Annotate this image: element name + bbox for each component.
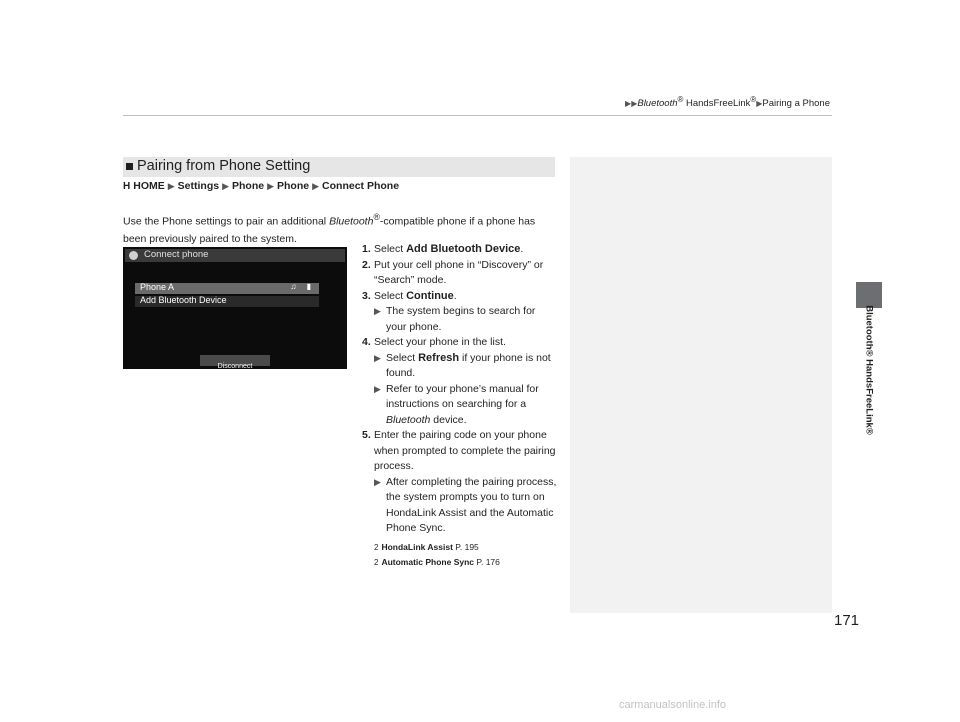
square-bullet-icon: [126, 163, 133, 170]
intro-bluetooth: Bluetooth: [329, 215, 374, 228]
path-connect-phone: Connect Phone: [322, 180, 400, 192]
intro-text-2: -compatible phone if a phone has been previously paired to the system.: [123, 215, 536, 245]
arrow-icon: ▶: [756, 99, 763, 109]
cross-references: [362, 540, 558, 570]
path-arrow-icon: ▶: [312, 181, 320, 191]
path-phone: Phone: [232, 180, 265, 192]
path-home: HOME: [133, 180, 165, 192]
step-list: [362, 242, 558, 570]
page-number: 171: [834, 612, 860, 629]
step-number: 3.: [362, 289, 371, 302]
row-label: Phone A: [140, 282, 175, 292]
header-rule: [123, 115, 832, 116]
sub-text: The system begins to search for your phone.: [386, 305, 536, 333]
sub-arrow-icon: ▶: [374, 476, 381, 487]
step-5-sub: [374, 475, 558, 537]
screen-row-phone-a: [135, 283, 319, 294]
reference-icon: 2: [374, 542, 379, 552]
home-icon: H: [123, 181, 131, 192]
notes-panel: [570, 157, 832, 613]
section-title: Pairing from Phone Setting: [137, 158, 311, 174]
path-phone-2: Phone: [277, 180, 310, 192]
step-text: Enter the pairing code on your phone when prompted to complete the pairing process.: [374, 429, 556, 472]
sub-arrow-icon: ▶: [374, 306, 381, 316]
row-label: Add Bluetooth Device: [140, 295, 227, 305]
step-text: Put your cell phone in “Discovery” or “Search” mode.: [374, 258, 544, 286]
breadcrumb-reg: ®: [677, 95, 684, 104]
sub-text: Select: [386, 351, 419, 364]
step-text: .: [520, 243, 524, 255]
ref-title: HondaLink Assist: [381, 541, 453, 552]
section-header: [123, 157, 555, 177]
breadcrumb-current: Pairing a Phone: [762, 98, 830, 110]
sub-text: device.: [430, 413, 467, 426]
step-number: 4.: [362, 336, 371, 348]
step-5: [362, 428, 558, 537]
screen-row-add-device: [135, 296, 319, 307]
breadcrumb: [625, 95, 830, 109]
ref-page: P. 176: [474, 556, 500, 567]
step-number: 2.: [362, 258, 371, 271]
sub-italic: Bluetooth: [386, 413, 431, 426]
path-settings: Settings: [177, 180, 220, 192]
step-4-sub-1: [374, 351, 558, 382]
ref-page: P. 195: [452, 541, 479, 552]
ui-label: Add Bluetooth Device: [406, 243, 521, 255]
breadcrumb-handsfreelink: HandsFreeLink: [683, 98, 751, 110]
step-text: .: [453, 289, 457, 302]
step-number: 5.: [362, 429, 371, 441]
chapter-side-label: Bluetooth® HandsFreeLink®: [863, 305, 875, 435]
step-1: [362, 242, 558, 258]
breadcrumb-reg-2: ®: [750, 95, 757, 104]
step-number: 1.: [362, 243, 371, 255]
step-4-sub-2: [374, 382, 558, 429]
path-arrow-icon: ▶: [267, 181, 275, 191]
back-icon: [129, 251, 138, 260]
watermark: carmanualsonline.info: [619, 699, 727, 711]
connect-phone-screenshot: [123, 247, 347, 369]
screen-titlebar: [125, 249, 345, 262]
step-3-sub: [374, 304, 558, 335]
audio-phone-icon: ♫ ▮: [290, 282, 315, 291]
sub-arrow-icon: ▶: [374, 352, 381, 363]
path-arrow-icon: ▶: [167, 181, 175, 191]
sub-text: Refer to your phone’s manual for instructions on searching for a: [386, 382, 539, 410]
menu-path: [123, 180, 399, 192]
breadcrumb-bluetooth: Bluetooth: [637, 98, 678, 110]
ref-hondalink-assist[interactable]: [374, 540, 558, 555]
intro-reg: ®: [373, 212, 380, 222]
screen-disconnect-button: [200, 355, 270, 370]
chapter-tab: [856, 282, 882, 308]
sub-arrow-icon: ▶: [374, 383, 381, 394]
step-3: [362, 289, 558, 336]
double-arrow-icon: ▶▶: [625, 99, 638, 109]
ref-automatic-phone-sync[interactable]: [374, 555, 558, 570]
ui-label: Continue: [406, 289, 454, 302]
step-2: [362, 258, 558, 289]
step-text: Select: [374, 243, 407, 255]
sub-text: if your phone is not found.: [386, 351, 551, 379]
intro-text-1: Use the Phone settings to pair an additional: [123, 215, 330, 228]
reference-icon: 2: [374, 557, 379, 567]
step-4: [362, 335, 558, 428]
step-text: Select: [374, 289, 407, 302]
disconnect-label: Disconnect: [217, 363, 253, 370]
step-text: Select your phone in the list.: [374, 336, 506, 348]
ref-title: Automatic Phone Sync: [381, 556, 475, 567]
screen-title: Connect phone: [144, 249, 209, 260]
sub-text: After completing the pairing process, the system prompts you to turn on HondaLink Assist and the Automatic Phone Sync.: [386, 475, 557, 534]
path-arrow-icon: ▶: [222, 181, 229, 191]
ui-label: Refresh: [418, 351, 460, 364]
